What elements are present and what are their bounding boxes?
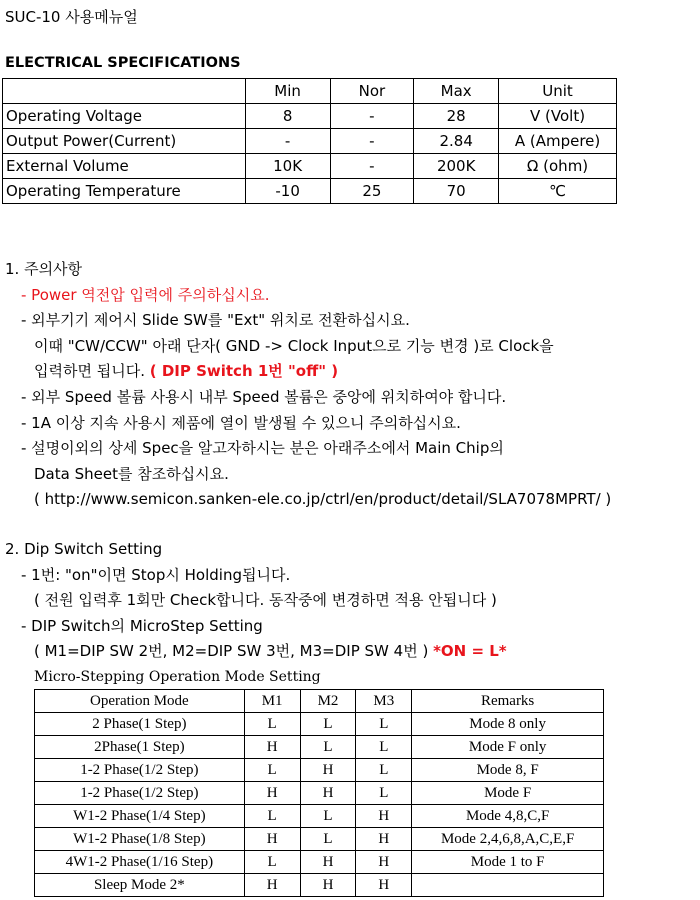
table-header-row [35, 690, 604, 713]
table-cell: A (Ampere) [499, 129, 617, 154]
table-row [35, 782, 604, 805]
caution-item: - 외부 Speed 볼륨 사용시 내부 Speed 볼륨은 중앙에 위치하여야 합니다. [21, 387, 507, 406]
microstep-caption: Micro-Stepping Operation Mode Setting [34, 669, 321, 685]
table-cell: Mode F only [412, 736, 604, 759]
table-row [35, 736, 604, 759]
table-cell: W1-2 Phase(1/4 Step) [35, 805, 245, 828]
caution-section [5, 257, 611, 513]
table-cell: 2 Phase(1 Step) [35, 713, 245, 736]
table-row [3, 154, 617, 179]
table-row [3, 104, 617, 129]
header-cell: Max [414, 79, 499, 104]
table-cell: 200K [414, 154, 499, 179]
table-cell: H [300, 759, 356, 782]
table-cell [412, 874, 604, 897]
table-cell: H [300, 782, 356, 805]
table-cell: - [245, 129, 330, 154]
dip-switch-note: ( DIP Switch 1번 "off" ) [149, 362, 339, 381]
microstep-table [34, 689, 604, 897]
table-cell: Mode 8 only [412, 713, 604, 736]
table-cell: L [244, 851, 300, 874]
table-cell: -10 [245, 179, 330, 204]
caution-text: 입력하면 됩니다. [34, 362, 150, 381]
caution-item: - 1A 이상 지속 사용시 제품에 열이 발생될 수 있으니 주의하십시요. [21, 413, 461, 432]
header-cell: M1 [244, 690, 300, 713]
table-cell: Operating Voltage [3, 104, 246, 129]
table-cell: Mode 2,4,6,8,A,C,E,F [412, 828, 604, 851]
caution-heading: 1. 주의사항 [5, 260, 83, 278]
table-cell: H [244, 736, 300, 759]
table-row [35, 713, 604, 736]
header-cell: M3 [356, 690, 412, 713]
table-cell: Mode 8, F [412, 759, 604, 782]
table-cell: Mode 4,8,C,F [412, 805, 604, 828]
table-cell: L [244, 805, 300, 828]
table-cell: L [300, 828, 356, 851]
caution-item: - Power 역전압 입력에 주의하십시요. [21, 285, 270, 304]
dip-item-continued: ( 전원 입력후 1회만 Check합니다. 동작중에 변경하면 적용 안됩니다 ) [34, 591, 497, 610]
table-cell: L [300, 736, 356, 759]
table-cell: L [244, 759, 300, 782]
table-cell: - [330, 129, 414, 154]
table-cell: L [244, 713, 300, 736]
header-cell: Operation Mode [35, 690, 245, 713]
table-row [35, 851, 604, 874]
section-title: ELECTRICAL SPECIFICATIONS [5, 55, 241, 71]
caution-item: - 외부기기 제어시 Slide SW를 "Ext" 위치로 전환하십시요. [21, 311, 410, 330]
table-cell: 25 [330, 179, 414, 204]
table-cell: L [356, 782, 412, 805]
table-row [3, 179, 617, 204]
table-cell: Sleep Mode 2* [35, 874, 245, 897]
table-row [35, 805, 604, 828]
table-cell: ℃ [499, 179, 617, 204]
document-title: SUC-10 사용메뉴얼 [5, 8, 138, 26]
dip-item-continued [5, 639, 507, 665]
header-cell: Nor [330, 79, 414, 104]
header-cell [3, 79, 246, 104]
table-cell: H [300, 874, 356, 897]
table-row [35, 828, 604, 851]
table-cell: External Volume [3, 154, 246, 179]
dip-item: - DIP Switch의 MicroStep Setting [21, 616, 263, 635]
table-cell: 28 [414, 104, 499, 129]
table-cell: 70 [414, 179, 499, 204]
table-header-row [3, 79, 617, 104]
dip-switch-section [5, 537, 507, 665]
on-equals-l-note: *ON = L* [433, 642, 507, 661]
table-cell: 8 [245, 104, 330, 129]
table-cell: L [300, 713, 356, 736]
caution-item: - 설명이외의 상세 Spec을 알고자하시는 분은 아래주소에서 Main Chip의 [21, 439, 504, 458]
table-cell: 2.84 [414, 129, 499, 154]
table-cell: Mode F [412, 782, 604, 805]
electrical-spec-table [2, 78, 617, 204]
table-row [35, 759, 604, 782]
table-cell: H [356, 828, 412, 851]
header-cell: M2 [300, 690, 356, 713]
table-cell: 10K [245, 154, 330, 179]
table-cell: H [356, 805, 412, 828]
table-cell: 4W1-2 Phase(1/16 Step) [35, 851, 245, 874]
table-cell: H [356, 851, 412, 874]
table-cell: - [330, 104, 414, 129]
datasheet-url: ( http://www.semicon.sanken-ele.co.jp/ctrl/en/product/detail/SLA7078MPRT/ ) [34, 490, 612, 509]
table-cell: L [356, 736, 412, 759]
table-cell: 1-2 Phase(1/2 Step) [35, 782, 245, 805]
table-row [3, 129, 617, 154]
table-cell: L [356, 713, 412, 736]
table-cell: H [244, 828, 300, 851]
dip-item: - 1번: "on"이면 Stop시 Holding됩니다. [21, 565, 291, 584]
table-cell: V (Volt) [499, 104, 617, 129]
table-row [35, 874, 604, 897]
dip-heading: 2. Dip Switch Setting [5, 540, 163, 558]
header-cell: Remarks [412, 690, 604, 713]
table-cell: 1-2 Phase(1/2 Step) [35, 759, 245, 782]
table-cell: Output Power(Current) [3, 129, 246, 154]
dip-text: ( M1=DIP SW 2번, M2=DIP SW 3번, M3=DIP SW 4번 ) [34, 642, 434, 661]
table-cell: W1-2 Phase(1/8 Step) [35, 828, 245, 851]
table-cell: 2Phase(1 Step) [35, 736, 245, 759]
table-cell: H [244, 782, 300, 805]
table-cell: Ω (ohm) [499, 154, 617, 179]
caution-item-continued [5, 359, 611, 385]
table-cell: L [356, 759, 412, 782]
header-cell: Unit [499, 79, 617, 104]
table-cell: - [330, 154, 414, 179]
table-cell: H [300, 851, 356, 874]
table-cell: Mode 1 to F [412, 851, 604, 874]
header-cell: Min [245, 79, 330, 104]
table-cell: H [356, 874, 412, 897]
table-cell: H [244, 874, 300, 897]
table-cell: Operating Temperature [3, 179, 246, 204]
caution-item-continued: 이때 "CW/CCW" 아래 단자( GND -> Clock Input으로 기능 변경 )로 Clock을 [34, 336, 554, 355]
caution-item-continued: Data Sheet를 참조하십시요. [34, 464, 229, 483]
table-cell: L [300, 805, 356, 828]
